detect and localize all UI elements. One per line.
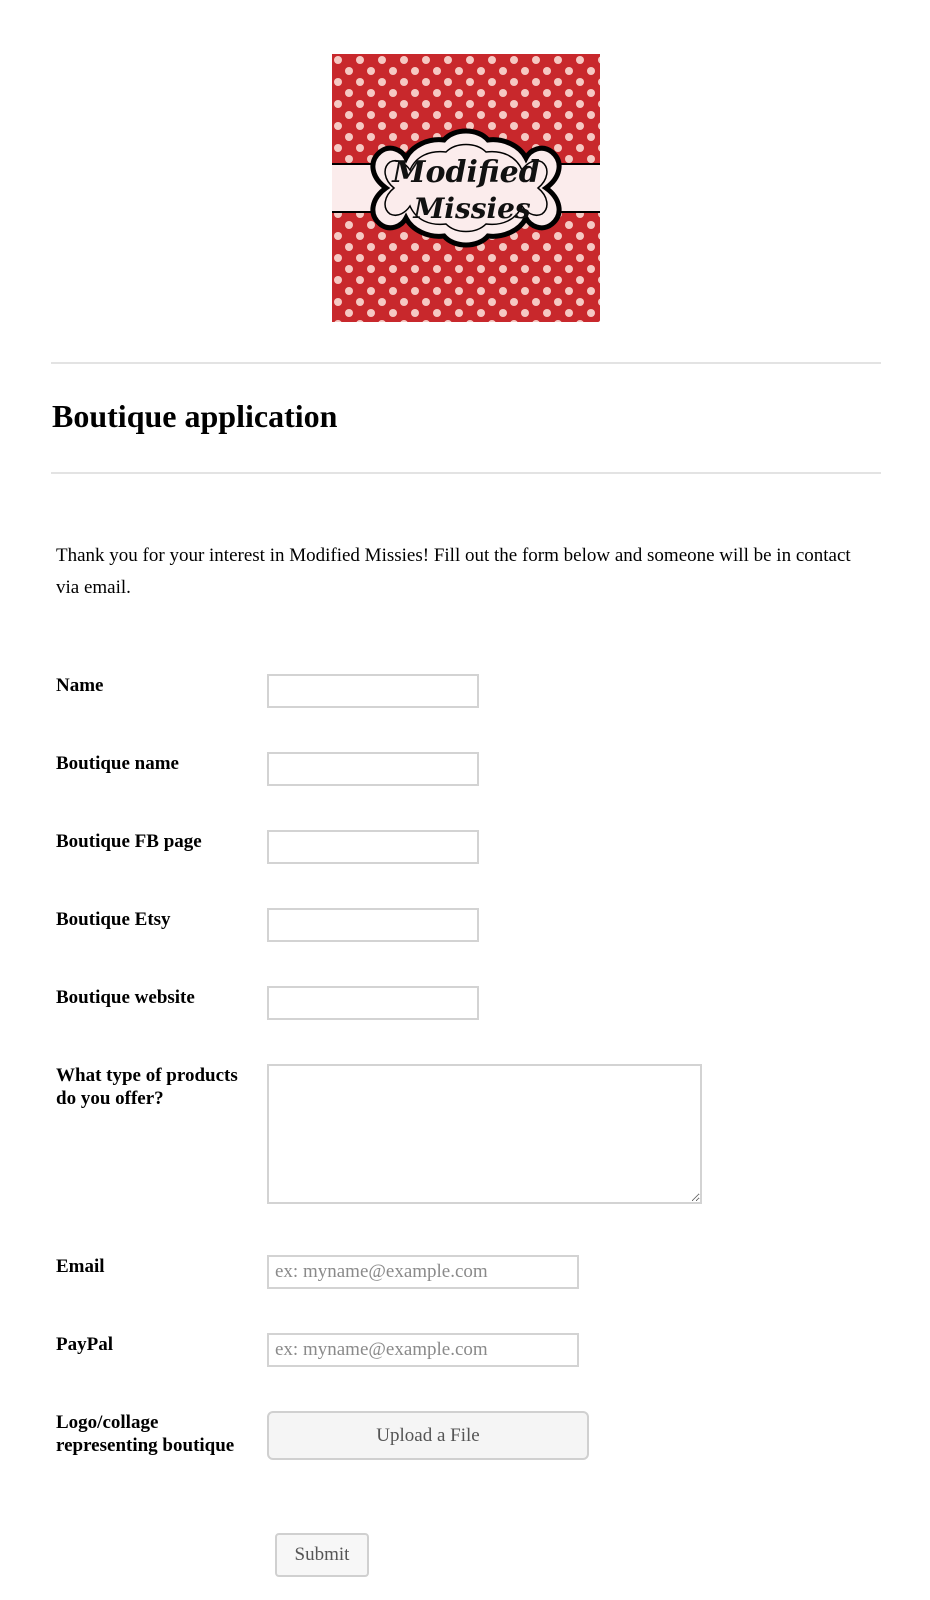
top-divider (51, 362, 881, 364)
intro-text: Thank you for your interest in Modified Missies! Fill out the form below and someone will be in contact via email. (56, 545, 851, 598)
submit-button[interactable]: Submit (275, 1533, 369, 1577)
name-input[interactable] (267, 674, 479, 708)
products-label: What type of products do you offer? (56, 1065, 238, 1109)
logo-text-line1: Modified (392, 155, 540, 190)
boutique-name-input[interactable] (267, 752, 479, 786)
boutique-fb-input[interactable] (267, 830, 479, 864)
page-title: Boutique application (52, 398, 338, 434)
boutique-etsy-label: Boutique Etsy (56, 909, 171, 930)
boutique-name-label: Boutique name (56, 753, 179, 774)
logo-image (332, 54, 600, 322)
boutique-fb-label: Boutique FB page (56, 831, 202, 852)
products-textarea[interactable] (267, 1064, 702, 1204)
title-divider (51, 472, 881, 474)
email-label: Email (56, 1256, 105, 1277)
upload-file-button[interactable]: Upload a File (267, 1411, 589, 1460)
logo-text-line2: Missies (413, 192, 531, 225)
email-input[interactable] (267, 1255, 579, 1289)
logo-upload-label: Logo/collage representing boutique (56, 1412, 235, 1456)
boutique-website-label: Boutique website (56, 987, 195, 1008)
boutique-website-input[interactable] (267, 986, 479, 1020)
boutique-etsy-input[interactable] (267, 908, 479, 942)
name-label: Name (56, 675, 104, 696)
paypal-label: PayPal (56, 1334, 113, 1355)
paypal-input[interactable] (267, 1333, 579, 1367)
